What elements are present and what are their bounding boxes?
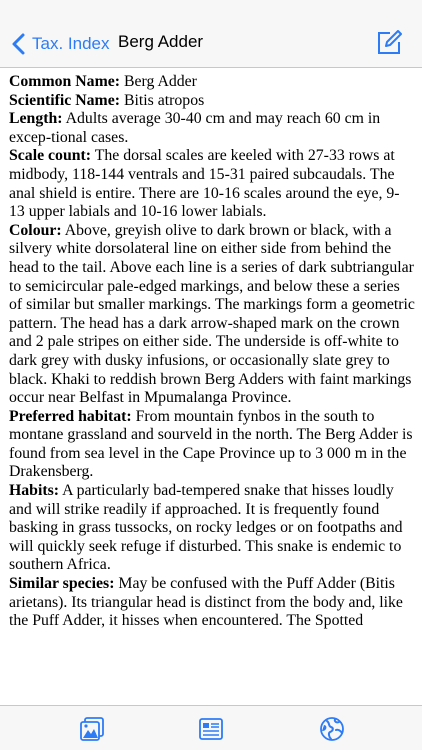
scientific-name-label: Scientific Name:: [9, 91, 120, 109]
navigation-bar: [0, 0, 422, 68]
common-name-row: [9, 73, 415, 92]
colour-row: [9, 222, 415, 408]
common-name-value: Berg Adder: [123, 73, 197, 90]
length-label: Length:: [9, 110, 63, 128]
habitat-label: Preferred habitat:: [9, 407, 132, 425]
habits-label: Habits:: [9, 482, 60, 500]
chevron-left-icon: [10, 32, 28, 56]
scale-count-value: The dorsal scales are keeled with 27-33 rows at midbody, 118-144 ventrals and 15-31 paired subcaudals. The anal shield is entire. There are 10-16 scales around the eye, 9-13 upper labials and 10-16 lower labials.: [9, 147, 400, 221]
habitat-value: From mountain fynbos in the south to montane grassland and sourveld in the north. The Berg Adder is found from sea level in the Cape Province up to 3 000 m in the Drakensberg.: [9, 407, 413, 481]
similar-species-label: Similar species:: [9, 575, 115, 593]
similar-species-value: May be confused with the Puff Adder (Bitis arietans). Its triangular head is distinct from the body and, like the Puff Adder, it hisses when encountered. The Spotted: [9, 575, 403, 630]
similar-species-row: [9, 575, 415, 631]
colour-value: Above, greyish olive to dark brown or black, with a silvery white dorsolateral line on either side from behind the head to the tail. Above each line is a series of dark subtriangular to semicircular pale-edged markings, and below these a series of similar but smaller markings. The markings form a geometric pattern. The head has a dark arrow-shaped mark on the crown and 2 pale stripes on either side. The underside is off-white to dark grey with dusky infusions, or occasionally slate grey to black. Khaki to reddish brown Berg Adders with faint markings occur near Belfast in Mpumalanga Province.: [9, 221, 415, 407]
scientific-name-value: Bitis atropos: [123, 91, 205, 109]
habits-row: [9, 482, 415, 575]
scale-count-row: [9, 147, 415, 221]
length-value: Adults average 30-40 cm and may reach 60 cm in excep-tional cases.: [9, 110, 381, 146]
length-row: [9, 110, 415, 147]
scientific-name-row: [9, 92, 415, 111]
back-button[interactable]: [10, 30, 110, 58]
scale-count-label: Scale count:: [9, 147, 92, 165]
back-button-label: Tax. Index: [32, 34, 110, 53]
compose-icon[interactable]: [376, 30, 402, 56]
bottom-toolbar: [0, 705, 422, 750]
photos-icon[interactable]: [79, 716, 105, 742]
species-entry: [9, 73, 415, 705]
habits-value: A particularly bad-tempered snake that hisses loudly and will strike readily if approached. It is frequently found basking in grass tussocks, on rocky ledges or on footpaths and will quickly seek refuge if disturbed. This snake is endemic to southern Africa.: [9, 482, 403, 574]
colour-label: Colour:: [9, 221, 62, 239]
page-title: Berg Adder: [118, 32, 204, 51]
article-icon[interactable]: [198, 716, 224, 742]
common-name-label: Common Name:: [9, 73, 120, 90]
habitat-row: [9, 408, 415, 482]
globe-icon[interactable]: [319, 716, 345, 742]
